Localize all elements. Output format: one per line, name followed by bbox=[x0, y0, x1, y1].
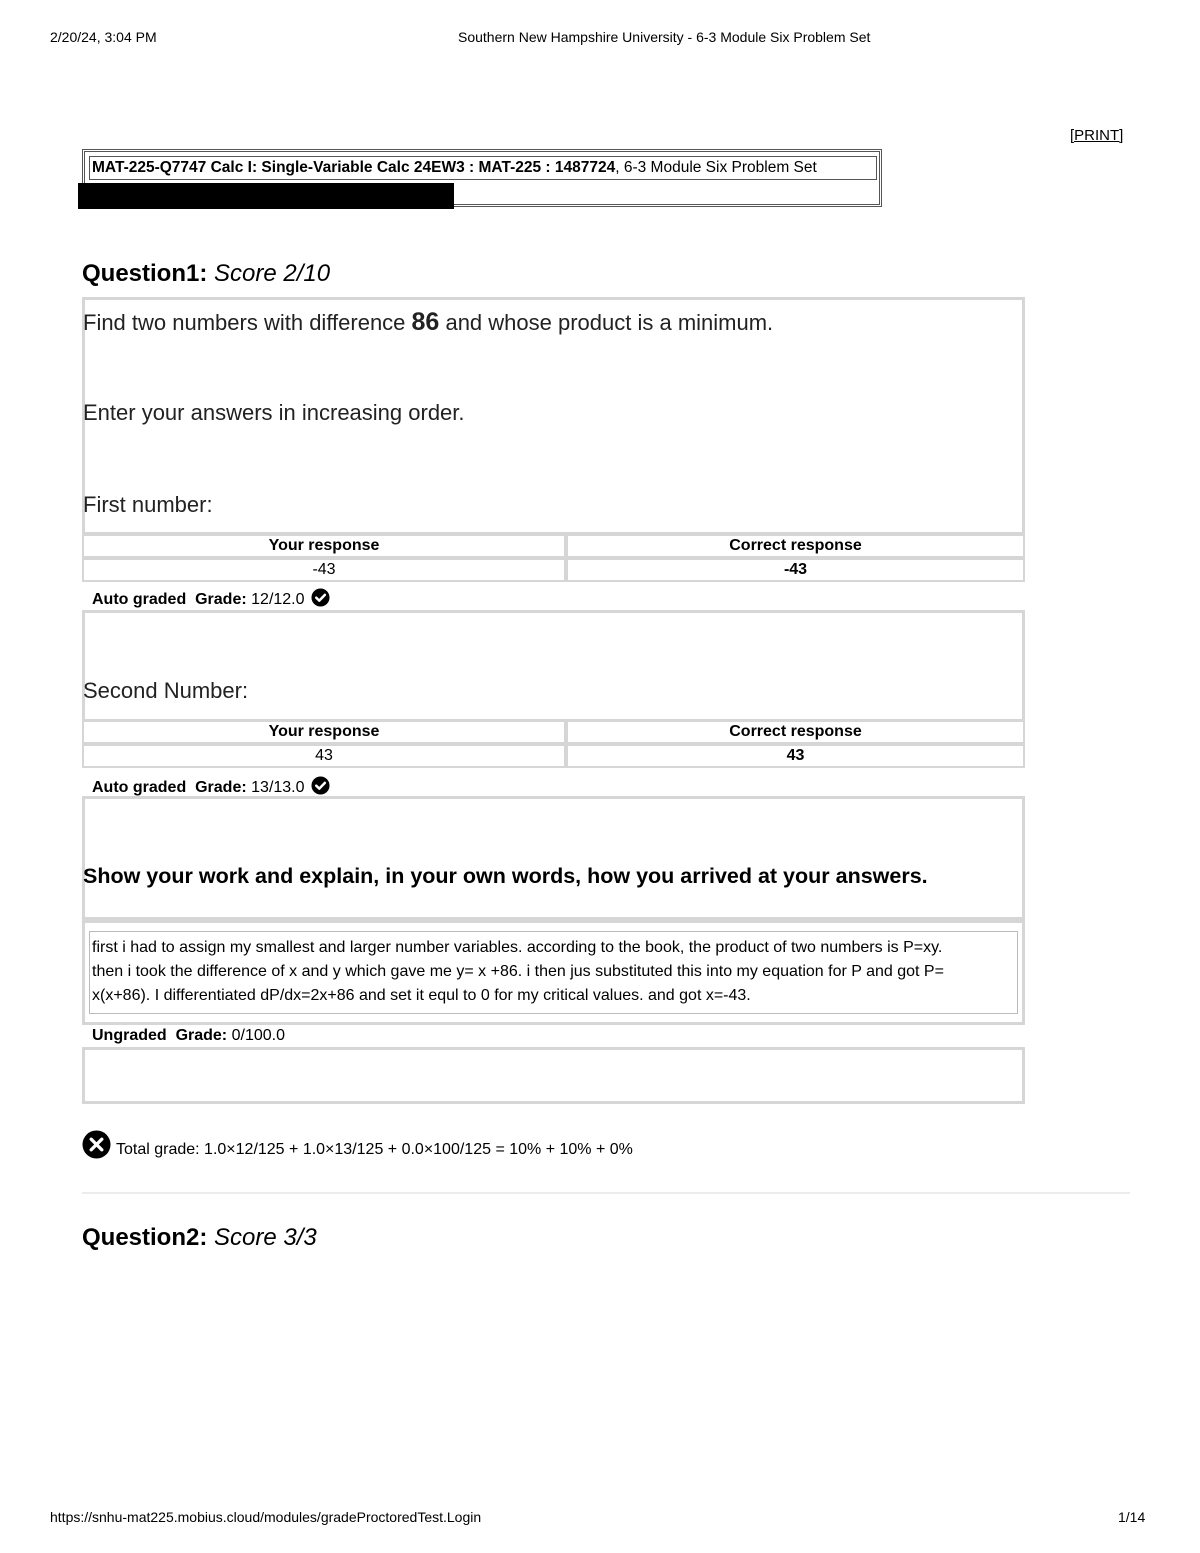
divider bbox=[82, 1192, 1130, 1194]
grade-label: Grade: bbox=[195, 779, 247, 796]
part2-your-response: 43 bbox=[82, 744, 566, 768]
your-response-header: Your response bbox=[82, 720, 566, 744]
feedback-panel bbox=[82, 1047, 1025, 1104]
question2-title bbox=[82, 1224, 317, 1252]
question2-label: Question2: bbox=[82, 1224, 208, 1251]
part2-correct-response: 43 bbox=[566, 744, 1025, 768]
question2-score: Score 3/3 bbox=[214, 1224, 317, 1251]
correct-response-header: Correct response bbox=[566, 534, 1025, 558]
question1-score: Score 2/10 bbox=[214, 260, 331, 287]
print-page-title: Southern New Hampshire University - 6-3 Module Six Problem Set bbox=[458, 29, 871, 45]
part2-response-table bbox=[82, 720, 1025, 768]
course-info-line bbox=[89, 156, 877, 180]
print-datetime: 2/20/24, 3:04 PM bbox=[50, 29, 157, 45]
question1-label: Question1: bbox=[82, 260, 208, 287]
part1-response-table bbox=[82, 534, 1025, 582]
part1-correct-response: -43 bbox=[566, 558, 1025, 582]
part1-label: First number: bbox=[83, 492, 213, 517]
prompt-text-end: and whose product is a minimum. bbox=[439, 310, 774, 335]
question1-prompt bbox=[83, 308, 773, 337]
assignment-name: , 6-3 Module Six Problem Set bbox=[615, 159, 817, 176]
work-explanation-text bbox=[89, 931, 1018, 1014]
total-grade: Total grade: 1.0×12/125 + 1.0×13/125 + 0.0×100/125 = 10% + 10% + 0% bbox=[116, 1141, 633, 1158]
course-code: MAT-225-Q7747 Calc I: Single-Variable Calc 24EW3 : MAT-225 : 1487724 bbox=[92, 159, 616, 176]
part3-label: Show your work and explain, in your own words, how you arrived at your answers. bbox=[83, 864, 928, 888]
grade-label: Grade: bbox=[195, 591, 247, 608]
part3-prompt-panel bbox=[82, 796, 1025, 920]
check-circle-icon bbox=[311, 588, 330, 612]
part1-your-response: -43 bbox=[82, 558, 566, 582]
your-response-header: Your response bbox=[82, 534, 566, 558]
difference-value: 86 bbox=[411, 308, 440, 336]
print-link[interactable]: [PRINT] bbox=[1070, 127, 1124, 144]
redaction-bar bbox=[78, 183, 454, 209]
graded-type: Ungraded bbox=[92, 1027, 167, 1044]
part3-grade-value: 0/100.0 bbox=[231, 1027, 285, 1044]
part2-grade-value: 13/13.0 bbox=[251, 779, 305, 796]
correct-response-header: Correct response bbox=[566, 720, 1025, 744]
print-url: https://snhu-mat225.mobius.cloud/modules/gradeProctoredTest.Login bbox=[50, 1509, 482, 1525]
print-page-number: 1/14 bbox=[1118, 1509, 1146, 1525]
graded-type: Auto graded bbox=[92, 779, 187, 796]
work-line: first i had to assign my smallest and larger number variables. according to the book, the product of two numbers is P=xy. bbox=[92, 939, 943, 956]
grade-label: Grade: bbox=[175, 1027, 228, 1044]
prompt-text-start: Find two numbers with difference bbox=[83, 310, 412, 335]
part2-label: Second Number: bbox=[83, 678, 249, 703]
question1-title bbox=[82, 260, 330, 288]
part3-grade-line bbox=[92, 1027, 285, 1045]
question1-instruction: Enter your answers in increasing order. bbox=[83, 400, 465, 425]
x-circle-icon bbox=[82, 1130, 111, 1164]
part3-answer-panel bbox=[82, 920, 1025, 1025]
work-line: x(x+86). I differentiated dP/dx=2x+86 and set it equl to 0 for my critical values. and got x=-43. bbox=[92, 987, 751, 1004]
graded-type: Auto graded bbox=[92, 591, 187, 608]
work-line: then i took the difference of x and y which gave me y= x +86. i then jus substituted this into my equation for P and got P= bbox=[92, 963, 944, 980]
part2-prompt-panel bbox=[82, 610, 1025, 722]
part1-grade-line bbox=[92, 588, 330, 612]
part1-grade-value: 12/12.0 bbox=[251, 591, 305, 608]
